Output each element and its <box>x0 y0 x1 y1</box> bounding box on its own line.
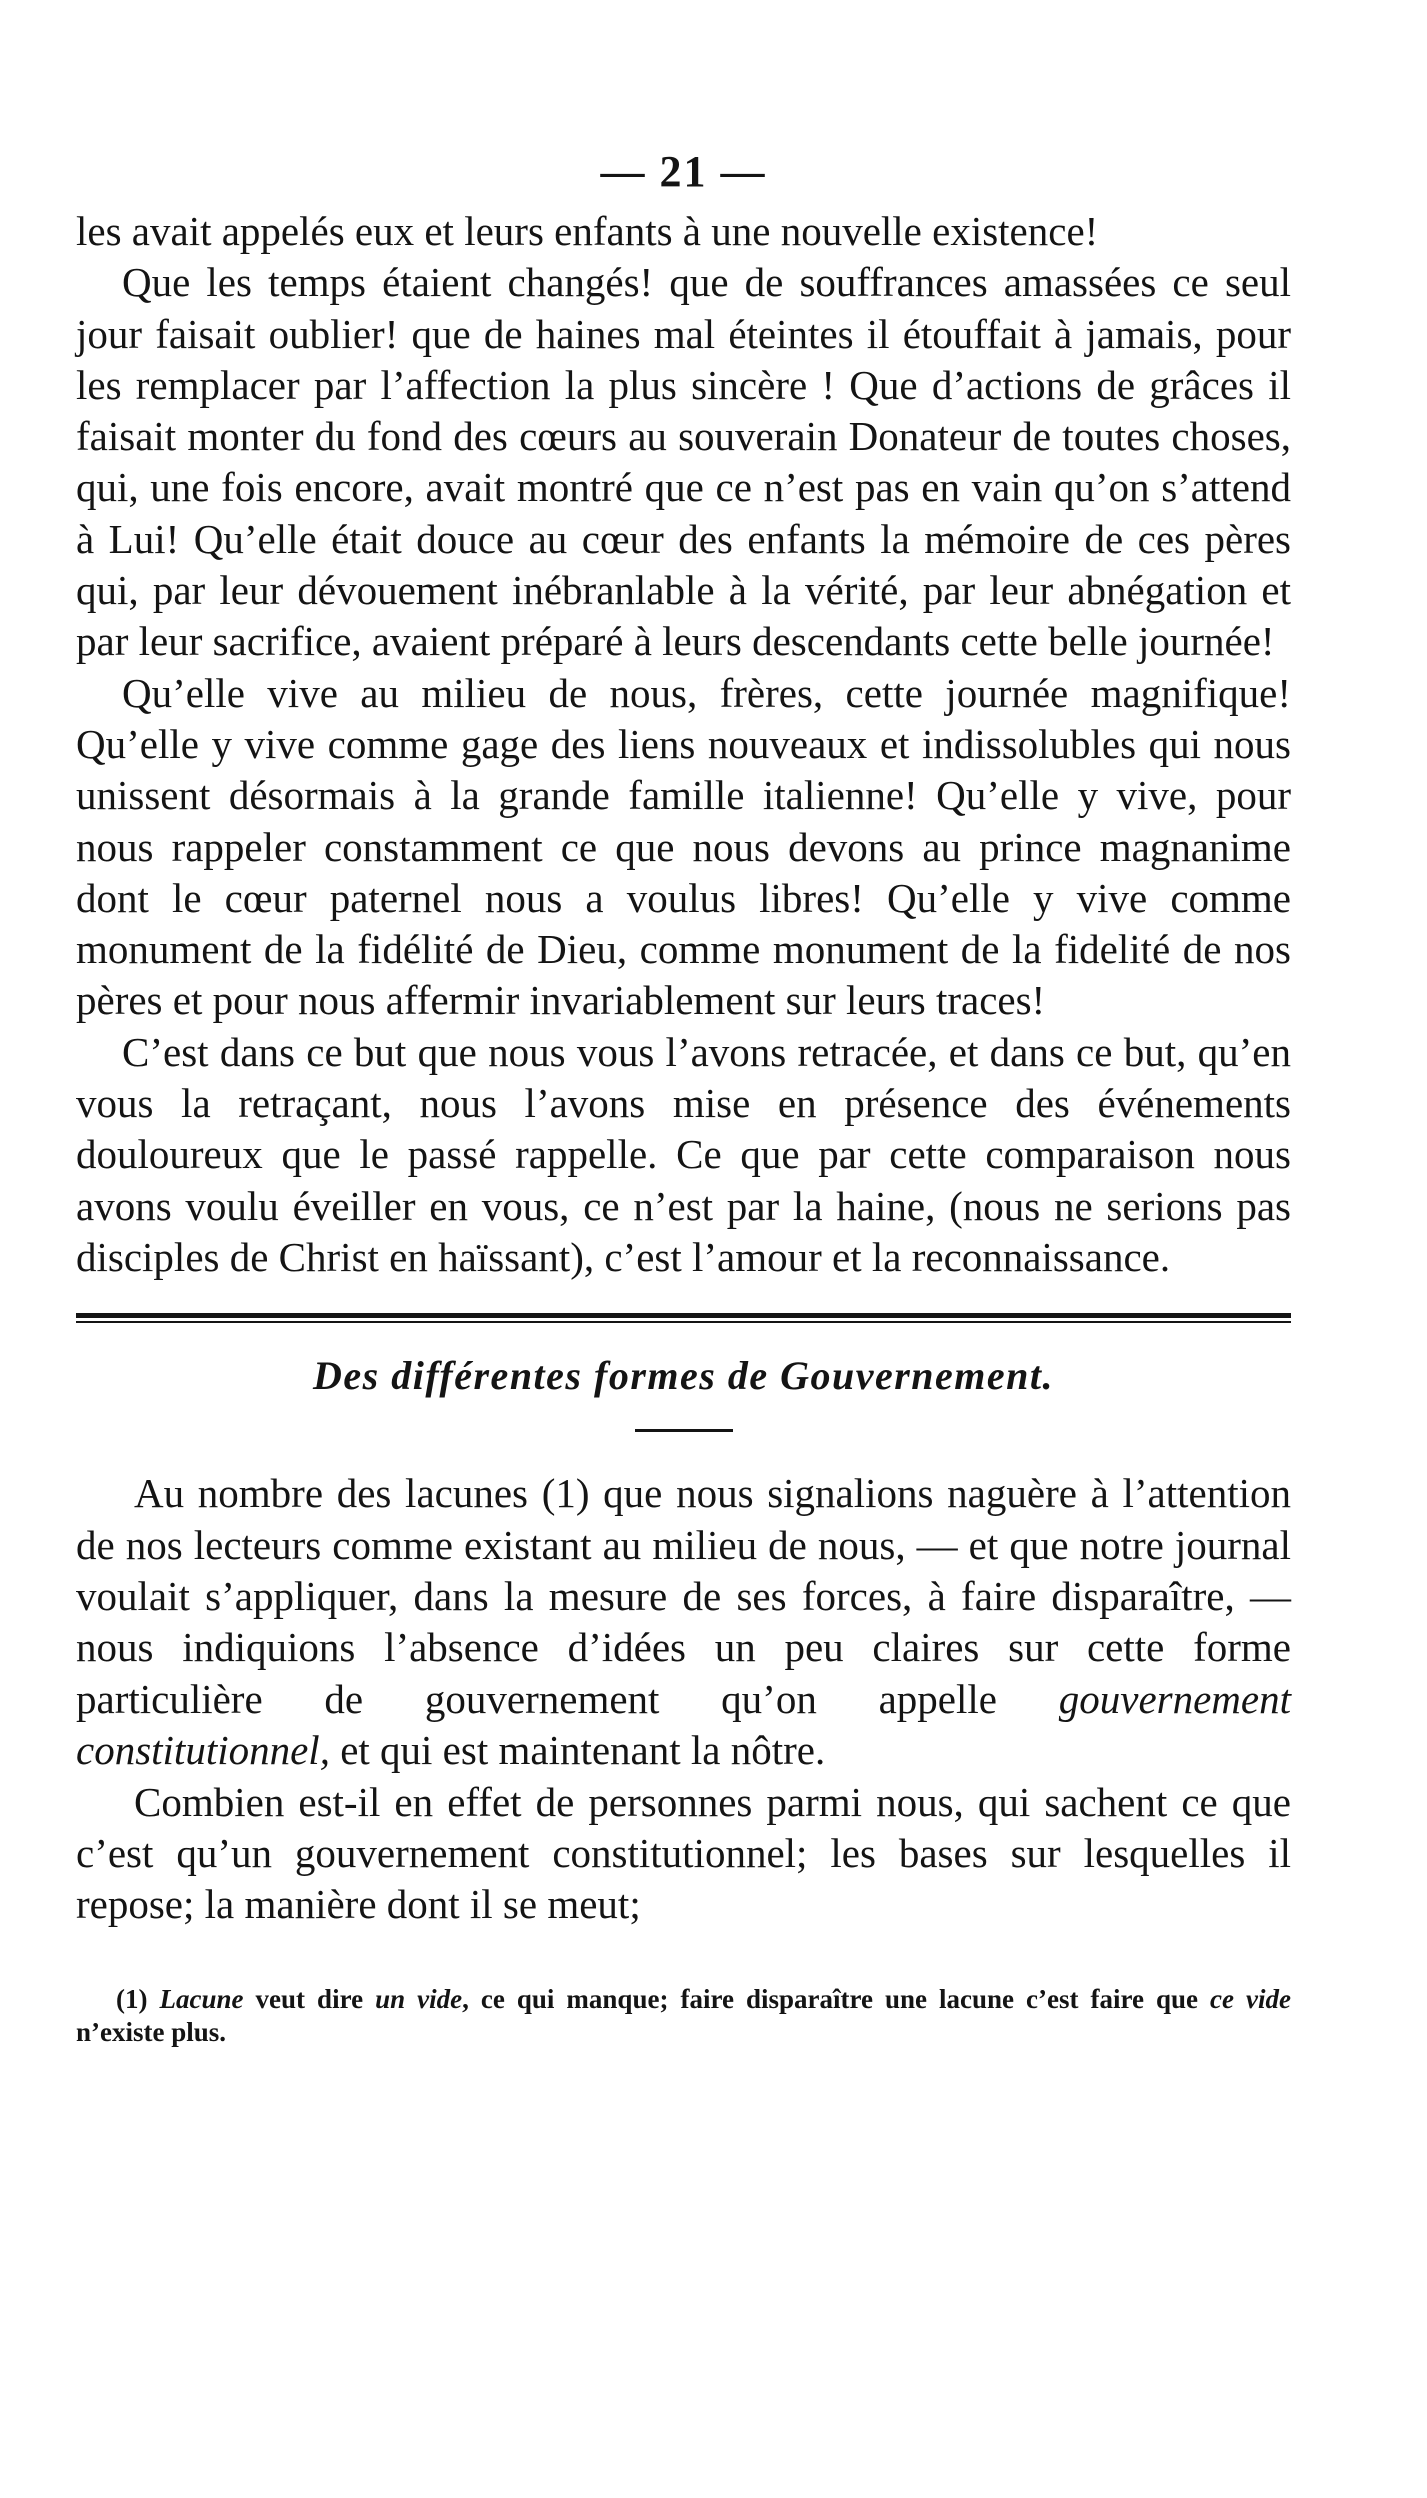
footnote-text: , ce qui manque; faire disparaître une lacune c’est faire que <box>462 1983 1211 2014</box>
paragraph-text: Au nombre des lacunes (1) que nous signalions naguère à l’attention de nos lecteurs comme existant au milieu de nous, — et que notre journal voulait s’appliquer, dans la mesure de ses forces, à faire disparaître, — nous indiquions l’absence d’idées un peu claires sur cette forme particulière de gouvernement qu’on appelle <box>76 1470 1291 1722</box>
footnote-term: un vide <box>375 1983 463 2014</box>
paragraph <box>76 1468 1291 1776</box>
footnote <box>76 1983 1291 2049</box>
article-continuation <box>76 206 1291 1283</box>
article-heading: Des différentes formes de Gouvernement. <box>313 1353 1054 1399</box>
paragraph: Que les temps étaient changés! que de souffrances amassées ce seul jour faisait oublier! que de haines mal éteintes il étouffait à jamais, pour les remplacer par l’affection la plus sincère ! Que d’actions de grâces il faisait monter du fond des cœurs au souverain Donateur de toutes choses, qui, une fois encore, avait montré que ce n’est pas en vain qu’on s’attend à Lui! Qu’elle était douce au cœur des enfants la mémoire de ces pères qui, par leur dévouement inébranlable à la vérité, par leur abnégation et par leur sacrifice, avaient préparé à leurs descendants cette belle journée! <box>76 259 1291 665</box>
article-body <box>76 1468 1291 1931</box>
footnote-text: veut dire <box>243 1983 376 2014</box>
paragraph-text: et qui est maintenant la nôtre. <box>329 1727 826 1774</box>
footnote-marker: (1) <box>116 1983 148 2014</box>
paragraph: Qu’elle vive au milieu de nous, frères, cette journée magnifique! Qu’elle y vive comme gage des liens nouveaux et indissolubles qui nous unissent désormais à la grande famille italienne! Qu’elle y vive, pour nous rappeler constamment ce que nous devons au prince magnanime dont le cœur paternel nous a voulus libres! Qu’elle y vive comme monument de la fidélité de Dieu, comme monument de la fidelité de nos pères et pour nous affermir invariablement sur leurs traces! <box>76 669 1291 1024</box>
page-number: — 21 — <box>600 147 767 196</box>
paragraph: les avait appelés eux et leurs enfants à une nouvelle existence! <box>76 208 1099 254</box>
footnote-term: Lacune <box>159 1983 244 2014</box>
footnote-text: n’existe plus. <box>76 2016 227 2047</box>
paragraph: C’est dans ce but que nous vous l’avons retracée, et dans ce but, qu’en vous la retraçant, nous l’avons mise en présence des événements douloureux que le passé rappelle. Ce que par cette comparaison nous avons voulu éveiller en vous, ce n’est par la haine, (nous ne serions pas disciples de Christ en haïssant), c’est l’amour et la reconnaissance. <box>76 1028 1291 1280</box>
heading-underline <box>635 1429 733 1432</box>
emphasis-text: gouvernement constitutionnel, <box>76 1675 1291 1774</box>
page <box>76 147 1292 2049</box>
paragraph: Combien est-il en effet de personnes parmi nous, qui sachent ce que c’est qu’un gouvernement constitutionnel; les bases sur lesquelles il repose; la manière dont il se meut; <box>76 1778 1291 1928</box>
divider-thin-line <box>76 1321 1291 1323</box>
section-divider <box>76 1305 1291 1339</box>
footnote-term: ce vide <box>1210 1983 1292 2014</box>
divider-thick-line <box>76 1313 1291 1318</box>
